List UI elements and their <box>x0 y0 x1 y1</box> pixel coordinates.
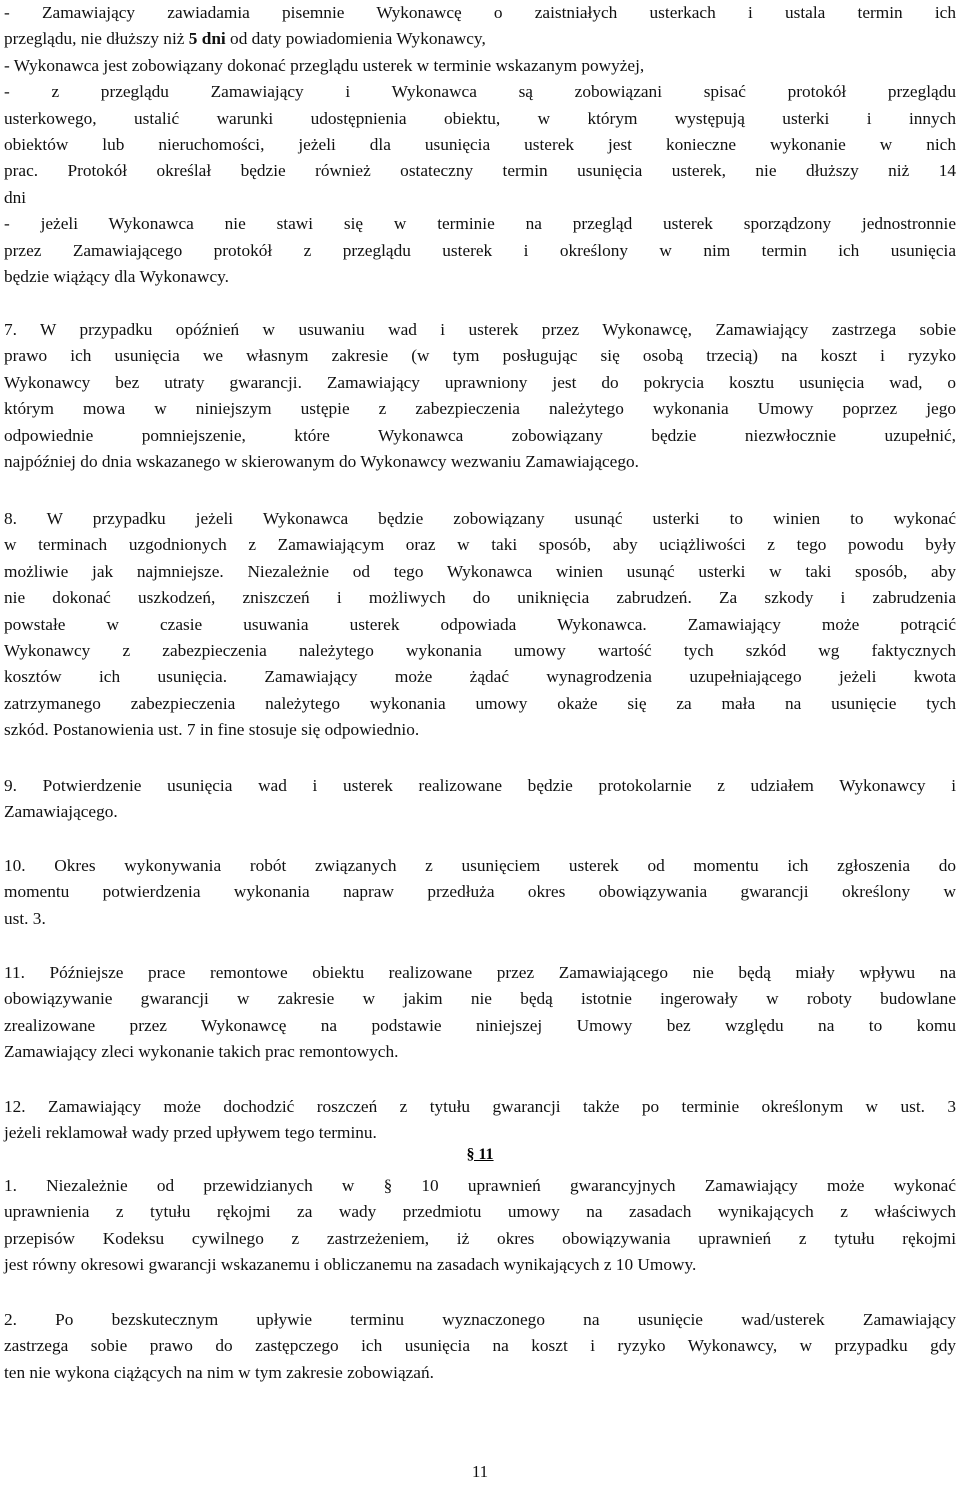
text-line: przeglądu, nie dłuższy niż 5 dni od daty powiadomienia Wykonawcy, <box>4 29 486 49</box>
text-line: 8. W przypadku jeżeli Wykonawca będzie zobowiązany usunąć usterki to winien to wykonać <box>4 509 956 528</box>
text-line: 1. Niezależnie od przewidzianych w § 10 uprawnień gwarancyjnych Zamawiający może wykonać <box>4 1176 956 1195</box>
text-line: kosztów ich usunięcia. Zamawiający może żądać wynagrodzenia uzupełniającego jeżeli kwota <box>4 667 956 687</box>
text-line: ust. 3. <box>4 908 46 928</box>
text-line: 11. Późniejsze prace remontowe obiektu realizowane przez Zamawiającego nie będą miały wpływu na <box>4 963 956 982</box>
text-line: uprawnienia z tytułu rękojmi za wady przedmiotu umowy na zasadach wynikających z właściwych <box>4 1202 956 1222</box>
text-line: dni <box>4 187 27 207</box>
block-point-10 <box>4 853 956 932</box>
text-line: nie dokonać uszkodzeń, zniszczeń i możliwych do uniknięcia zabrudzeń. Za szkody i zabrudzenia <box>4 588 956 608</box>
text-line: prac. Protokół określał będzie również ostateczny termin usunięcia usterek, nie dłuższy niż 14 <box>4 161 956 181</box>
block-point-9 <box>4 773 956 826</box>
text-line: usterkowego, ustalić warunki udostępnienia obiektu, w którym występują usterki i innych <box>4 108 956 128</box>
text-line: 9. Potwierdzenie usunięcia wad i usterek realizowane będzie protokolarnie z udziałem Wykonawcy i <box>4 776 956 795</box>
block-s11-point-2 <box>4 1307 956 1386</box>
text-line: możliwie jak najmniejsze. Niezależnie od tego Wykonawca winien usunąć usterki w taki sposób, aby <box>4 561 956 581</box>
text-line: - z przeglądu Zamawiający i Wykonawca są zobowiązani spisać protokół przeglądu <box>4 82 956 102</box>
text-line: Zamawiającego. <box>4 802 118 822</box>
text-line: przez Zamawiającego protokół z przeglądu usterek i określony w nim termin ich usunięcia <box>4 240 956 260</box>
text-line: Wykonawcy bez utraty gwarancji. Zamawiający uprawniony jest do pokrycia kosztu usunięcia wad, o <box>4 372 956 392</box>
text-line: obiektów lub nieruchomości, jeżeli dla usunięcia usterek jest konieczne wykonanie w nich <box>4 135 956 155</box>
block-damages-procedure <box>4 0 956 290</box>
text-line: Wykonawcy z zabezpieczenia należytego wykonania umowy wartość tych szkód wg faktycznych <box>4 641 956 661</box>
text-line: 2. Po bezskutecznym upływie terminu wyznaczonego na usunięcie wad/usterek Zamawiający <box>4 1310 956 1329</box>
block-s11-point-1 <box>4 1173 956 1279</box>
text-line: najpóźniej do dnia wskazanego w skierowanym do Wykonawcy wezwaniu Zamawiającego. <box>4 452 639 472</box>
block-point-8 <box>4 506 956 744</box>
text-line: prawo ich usunięcia we własnym zakresie (w tym posługując się osobą trzecią) na koszt i ryzyko <box>4 346 956 366</box>
text-line: którym mowa w niniejszym ustępie z zabezpieczenia należytego wykonania Umowy poprzez jego <box>4 399 956 419</box>
text-line: przepisów Kodeksu cywilnego z zastrzeżeniem, iż okres obowiązywania uprawnień z tytułu rękojmi <box>4 1228 956 1248</box>
section-header: § 11 <box>466 1146 494 1163</box>
text-line: zastrzega sobie prawo do zastępczego ich usunięcia na koszt i ryzyko Wykonawcy, w przypadku gdy <box>4 1336 956 1356</box>
text-line: zatrzymanego zabezpieczenia należytego wykonania umowy okaże się za mała na usunięcie tych <box>4 693 956 713</box>
text-line: 12. Zamawiający może dochodzić roszczeń z tytułu gwarancji także po terminie określonym w ust. 3 <box>4 1097 956 1116</box>
text-line: odpowiednie pomniejszenie, które Wykonawca zobowiązany będzie niezwłocznie uzupełnić, <box>4 425 956 445</box>
text-line: Zamawiający zleci wykonanie takich prac remontowych. <box>4 1042 399 1062</box>
text-line: obowiązywanie gwarancji w zakresie w jakim nie będą istotnie ingerowały w roboty budowlane <box>4 989 956 1009</box>
block-point-12 <box>4 1094 956 1147</box>
text-line: 7. W przypadku opóźnień w usuwaniu wad i usterek przez Wykonawcę, Zamawiający zastrzega sobie <box>4 320 956 339</box>
text-line: będzie wiążący dla Wykonawcy. <box>4 267 229 287</box>
text-line: momentu potwierdzenia wykonania napraw przedłuża okres obowiązywania gwarancji określony w <box>4 882 956 902</box>
text-line: w terminach uzgodnionych z Zamawiającym oraz w taki sposób, aby uciążliwości z tego powodu były <box>4 535 956 555</box>
text-line: - Zamawiający zawiadamia pisemnie Wykonawcę o zaistniałych usterkach i ustala termin ich <box>4 3 956 22</box>
text-line: - jeżeli Wykonawca nie stawi się w terminie na przegląd usterek sporządzony jednostronnie <box>4 214 956 234</box>
text-line: powstałe w czasie usuwania usterek odpowiada Wykonawca. Zamawiający może potrącić <box>4 614 956 634</box>
page-number: 11 <box>471 1462 489 1481</box>
text-line: ten nie wykona ciążących na nim w tym zakresie zobowiązań. <box>4 1362 434 1382</box>
text-line: jeżeli reklamował wady przed upływem tego terminu. <box>4 1123 377 1143</box>
block-point-11 <box>4 960 956 1066</box>
text-line: szkód. Postanowienia ust. 7 in fine stosuje się odpowiednio. <box>4 720 420 740</box>
text-line: jest równy okresowi gwarancji wskazanemu i obliczanemu na zasadach wynikających z 10 Umowy. <box>4 1255 697 1275</box>
text-line: 10. Okres wykonywania robót związanych z usunięciem usterek od momentu ich zgłoszenia do <box>4 856 956 875</box>
block-point-7 <box>4 317 956 475</box>
text-line: - Wykonawca jest zobowiązany dokonać przeglądu usterek w terminie wskazanym powyżej, <box>4 55 645 75</box>
text-line: zrealizowane przez Wykonawcę na podstawie niniejszej Umowy bez względu na to komu <box>4 1015 956 1035</box>
